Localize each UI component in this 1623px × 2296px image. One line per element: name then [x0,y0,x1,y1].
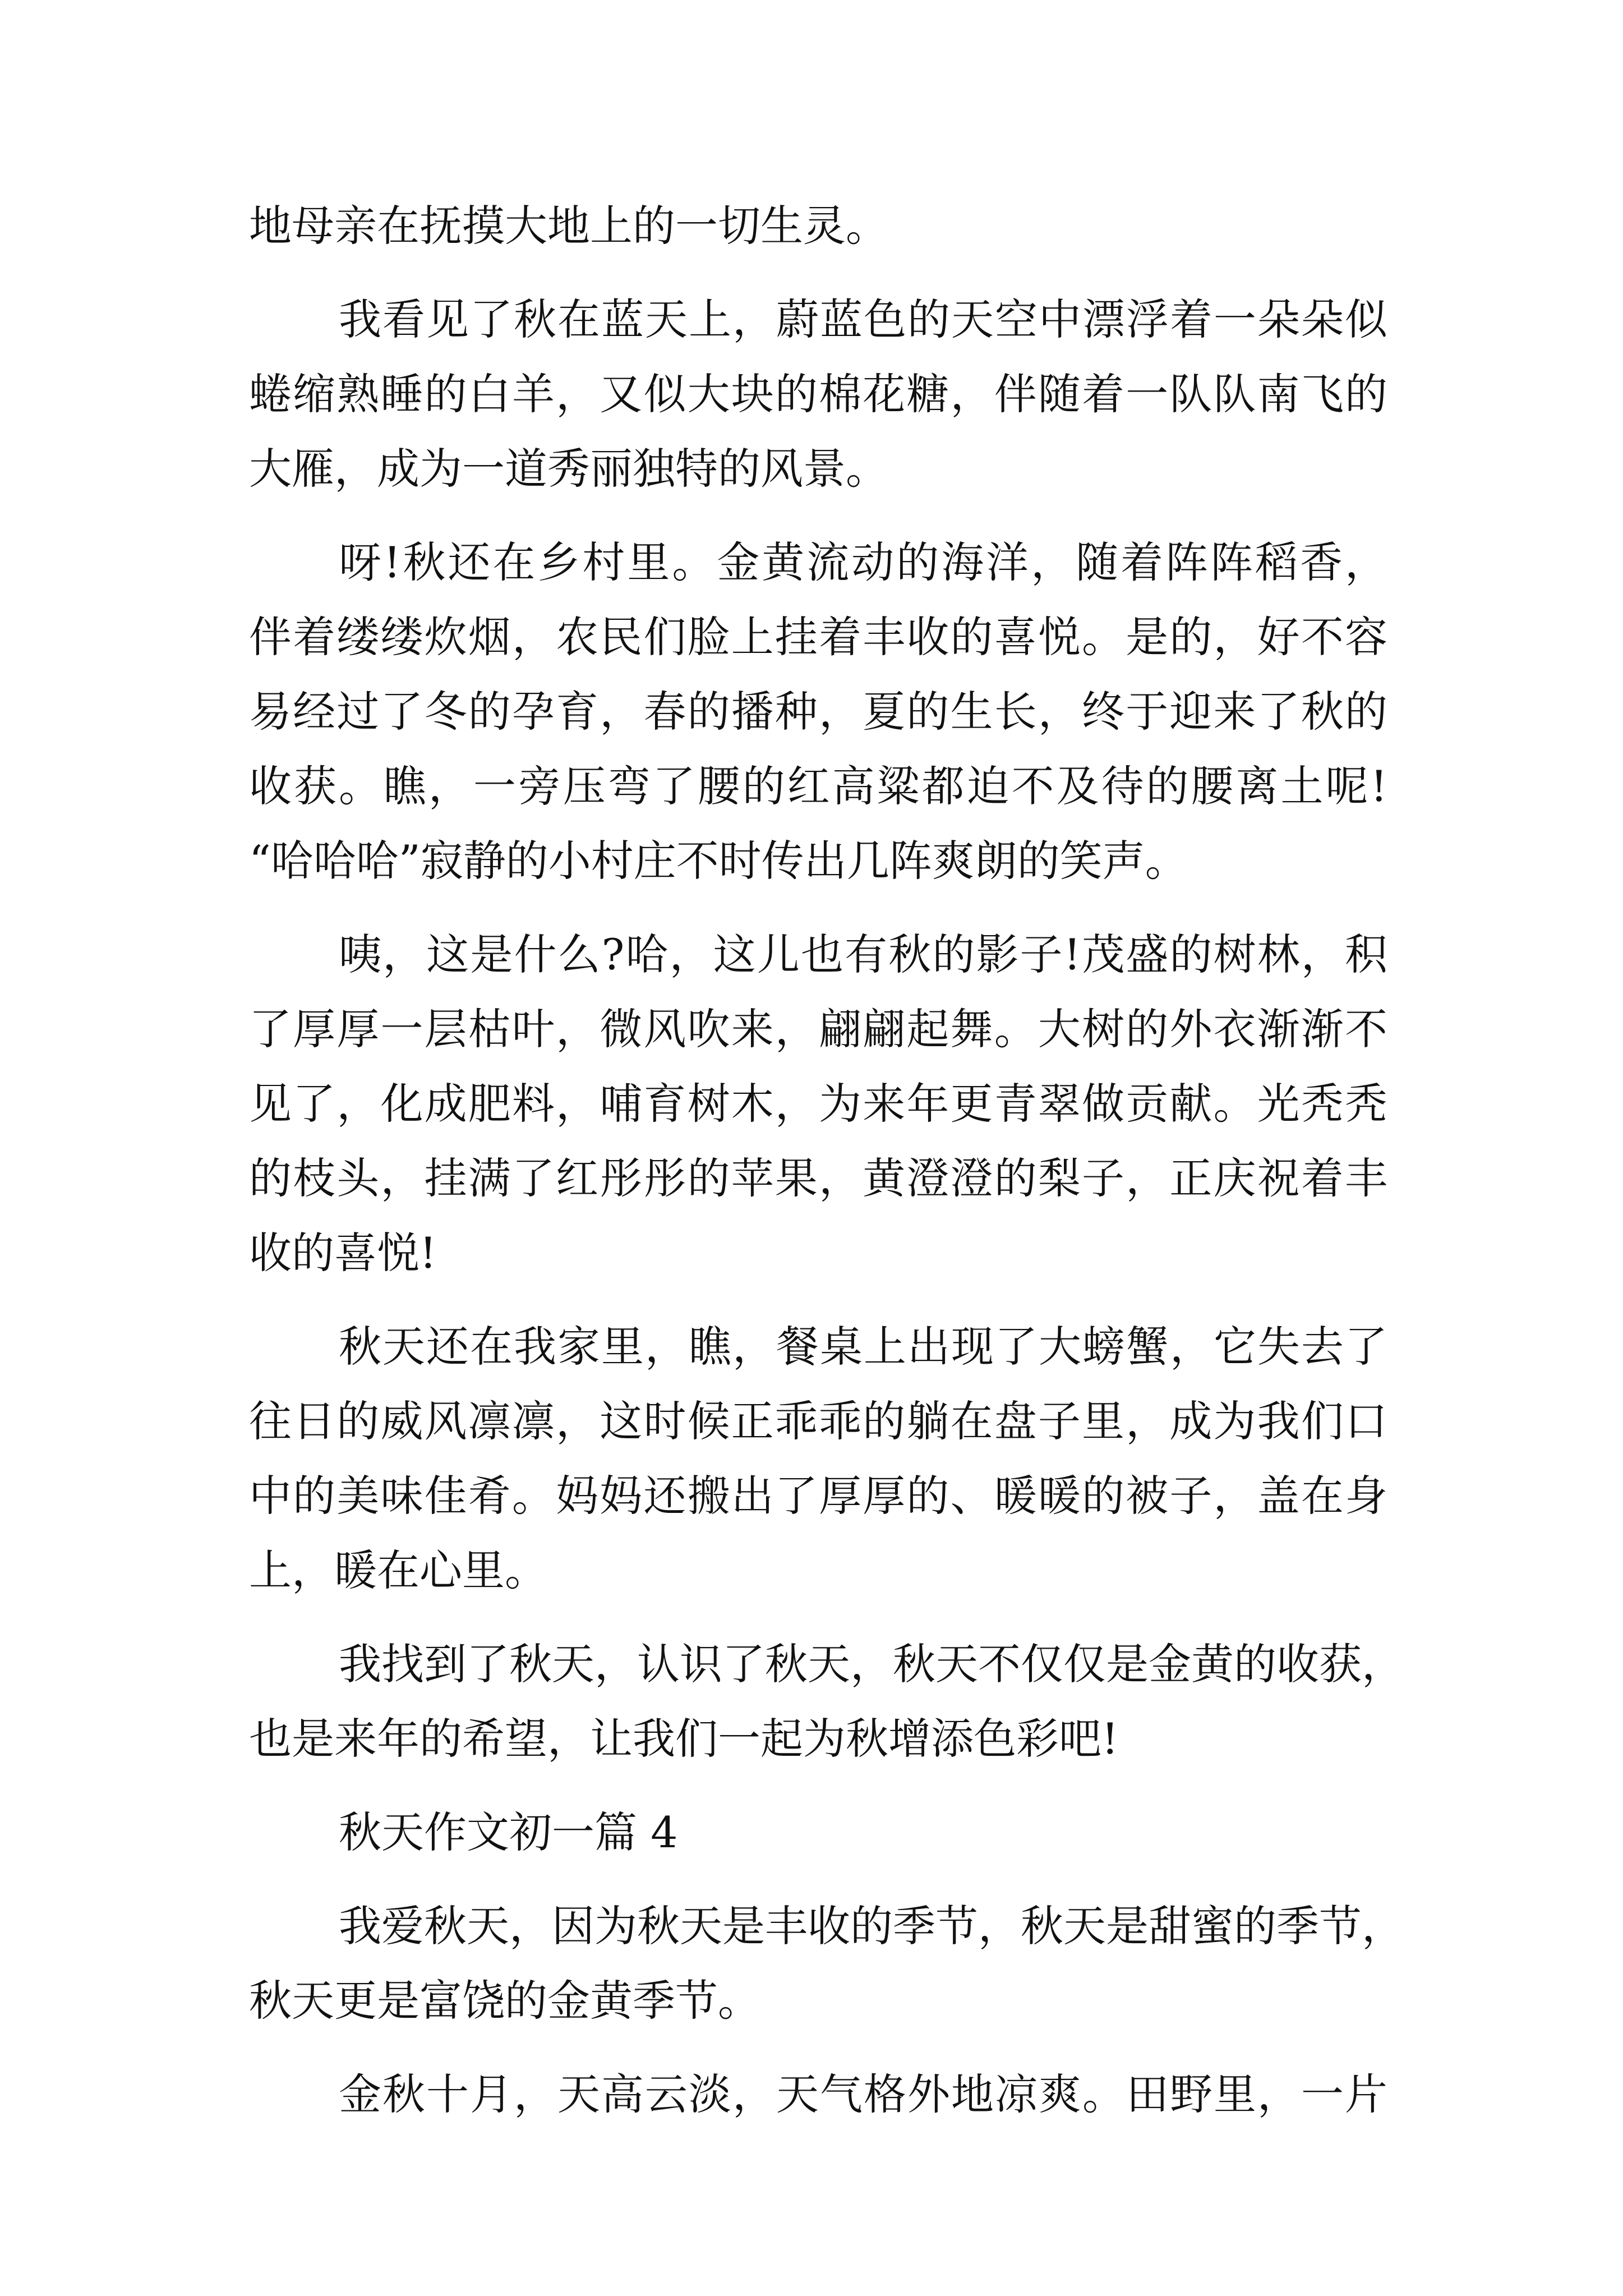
paragraph-first-line: 我爱秋天，因为秋天是丰收的季节，秋天是甜蜜的季节， [339,1901,1404,1951]
text-line: 收的喜悦! [249,1228,437,1278]
section-heading: 秋天作文初一篇 4 [339,1807,678,1857]
text-line: 往日的威风凛凛，这时候正乖乖的躺在盘子里，成为我们口 [249,1396,1387,1446]
text-line: 易经过了冬的孕育，春的播种，夏的生长，终于迎来了秋的 [249,687,1387,737]
text-line: 见了，化成肥料，哺育树木，为来年更青翠做贡献。光秃秃 [249,1079,1387,1129]
paragraph-first-line: 秋天还在我家里，瞧，餐桌上出现了大螃蟹，它失去了 [339,1322,1387,1372]
paragraph-first-line: 我看见了秋在蓝天上，蔚蓝色的天空中漂浮着一朵朵似 [339,295,1387,344]
text-line: 上，暖在心里。 [249,1545,547,1595]
text-line: 伴着缕缕炊烟，农民们脸上挂着丰收的喜悦。是的，好不容 [249,612,1387,662]
text-line: “哈哈哈”寂静的小村庄不时传出几阵爽朗的笑声。 [249,836,1188,886]
text-line: 地母亲在抚摸大地上的一切生灵。 [249,201,888,251]
text-line: 也是来年的希望，让我们一起为秋增添色彩吧! [249,1714,1119,1764]
paragraph-first-line: 金秋十月，天高云淡，天气格外地凉爽。田野里，一片 [339,2069,1387,2119]
paragraph-first-line: 我找到了秋天，认识了秋天，秋天不仅仅是金黄的收获， [339,1639,1404,1689]
text-line: 的枝头，挂满了红彤彤的苹果，黄澄澄的梨子，正庆祝着丰 [249,1153,1387,1203]
paragraph-first-line: 呀!秋还在乡村里。金黄流动的海洋，随着阵阵稻香， [339,537,1387,587]
text-line: 秋天更是富饶的金黄季节。 [249,1976,760,2026]
text-line: 了厚厚一层枯叶，微风吹来，翩翩起舞。大树的外衣渐渐不 [249,1004,1387,1054]
text-line: 蜷缩熟睡的白羊，又似大块的棉花糖，伴随着一队队南飞的 [249,369,1387,419]
paragraph-first-line: 咦，这是什么?哈，这儿也有秋的影子!茂盛的树林，积 [339,930,1387,979]
text-line: 收获。瞧，一旁压弯了腰的红高粱都迫不及待的腰离土呢! [249,761,1387,811]
text-line: 中的美味佳肴。妈妈还搬出了厚厚的、暖暖的被子，盖在身 [249,1471,1387,1521]
text-line: 大雁，成为一道秀丽独特的风景。 [249,444,888,494]
